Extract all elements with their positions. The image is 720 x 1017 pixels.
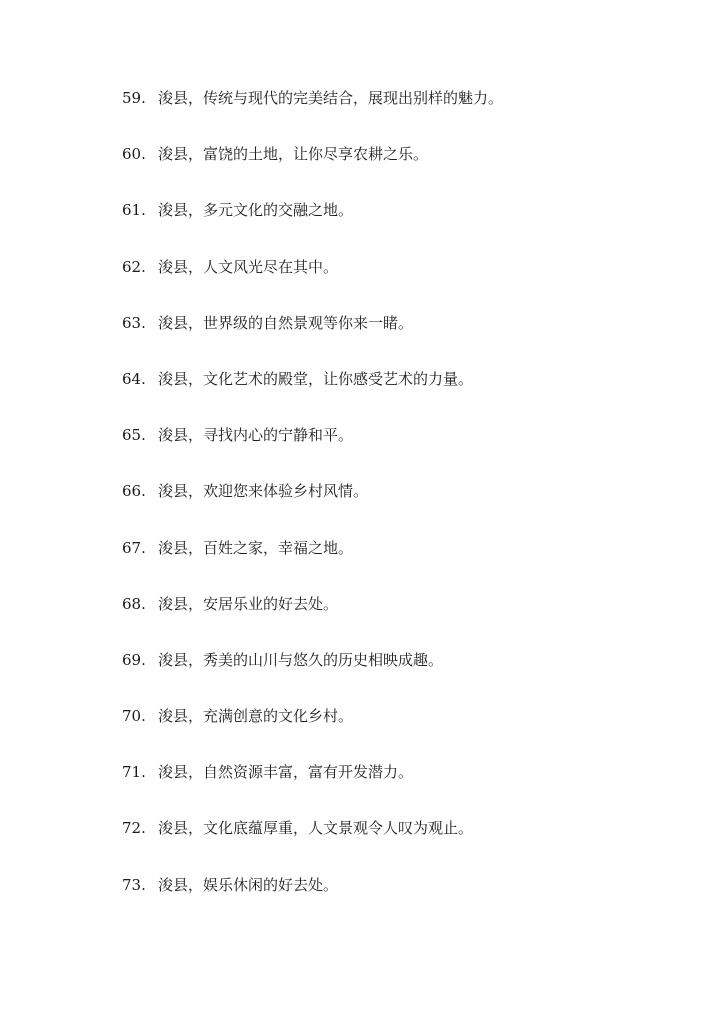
item-number: 65.: [122, 426, 146, 445]
item-number: 73.: [122, 875, 146, 894]
item-number: 67.: [122, 538, 146, 557]
list-item: [122, 536, 503, 592]
item-text: 浚县，安居乐业的好去处。: [158, 594, 339, 613]
item-text: 浚县，寻找内心的宁静和平。: [158, 426, 354, 445]
list-item: [122, 142, 503, 198]
list-item: [122, 367, 503, 423]
item-text: 浚县，文化底蕴厚重，人文景观令人叹为观止。: [158, 819, 474, 838]
item-text: 浚县，百姓之家，幸福之地。: [158, 538, 354, 557]
item-number: 62.: [122, 257, 146, 276]
list-item: [122, 423, 503, 479]
item-text: 浚县，文化艺术的殿堂，让你感受艺术的力量。: [158, 369, 474, 388]
list-item: [122, 760, 503, 816]
item-number: 72.: [122, 819, 146, 838]
item-number: 71.: [122, 763, 146, 782]
list-item: [122, 255, 503, 311]
list-item: [122, 816, 503, 872]
list-item: [122, 648, 503, 704]
slogan-list: [122, 86, 503, 929]
item-text: 浚县，秀美的山川与悠久的历史相映成趣。: [158, 650, 444, 669]
list-item: [122, 86, 503, 142]
list-item: [122, 479, 503, 535]
item-text: 浚县，娱乐休闲的好去处。: [158, 875, 339, 894]
item-number: 59.: [122, 89, 146, 107]
item-number: 70.: [122, 707, 146, 726]
item-text: 浚县，人文风光尽在其中。: [158, 257, 339, 276]
item-number: 68.: [122, 594, 146, 613]
item-text: 浚县，传统与现代的完美结合，展现出别样的魅力。: [158, 89, 504, 107]
item-text: 浚县，多元文化的交融之地。: [158, 201, 354, 220]
item-text: 浚县，世界级的自然景观等你来一睹。: [158, 313, 414, 332]
item-number: 69.: [122, 650, 146, 669]
item-number: 60.: [122, 145, 146, 164]
item-number: 61.: [122, 201, 146, 220]
item-text: 浚县，富饶的土地，让你尽享农耕之乐。: [158, 145, 429, 164]
item-text: 浚县，自然资源丰富，富有开发潜力。: [158, 763, 414, 782]
item-number: 64.: [122, 369, 146, 388]
list-item: [122, 311, 503, 367]
item-number: 66.: [122, 482, 146, 501]
list-item: [122, 198, 503, 254]
list-item: [122, 704, 503, 760]
list-item: [122, 873, 503, 929]
list-item: [122, 592, 503, 648]
item-text: 浚县，充满创意的文化乡村。: [158, 707, 354, 726]
item-number: 63.: [122, 313, 146, 332]
item-text: 浚县，欢迎您来体验乡村风情。: [158, 482, 369, 501]
